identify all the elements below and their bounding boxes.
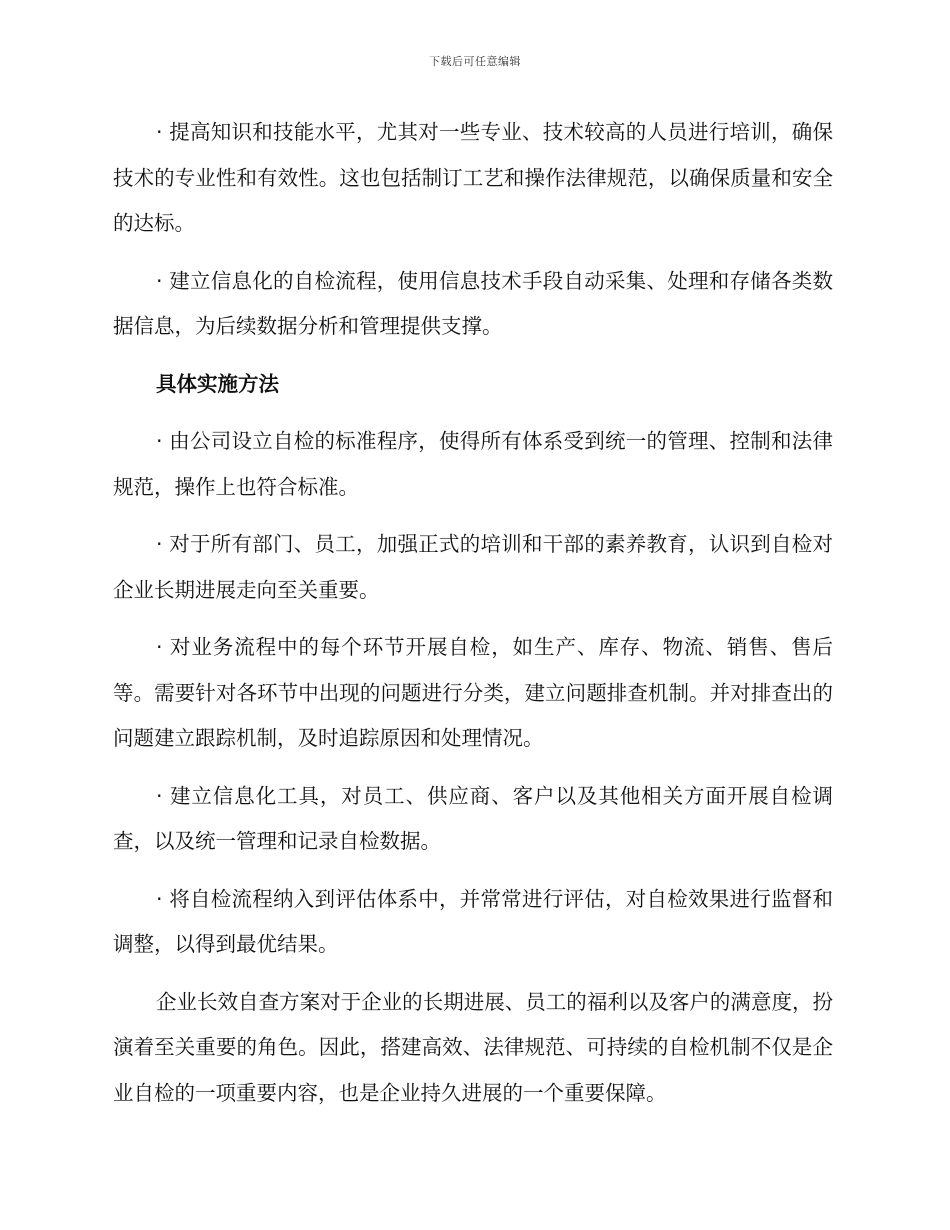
- paragraph-information-tools: · 建立信息化工具，对员工、供应商、客户以及其他相关方面开展自检调查，以及统一管理和记录自检数据。: [113, 783, 833, 853]
- paragraph-conclusion: 企业长效自查方案对于企业的长期进展、员工的福利以及客户的满意度，扮演着至关重要的角色。因此，搭建高效、法律规范、可持续的自检机制不仅是企业自检的一项重要内容，也是企业持久进展的一个重要保障。: [113, 989, 833, 1105]
- paragraph-training: · 提高知识和技能水平，尤其对一些专业、技术较高的人员进行培训，确保技术的专业性和有效性。这也包括制订工艺和操作法律规范，以确保质量和安全的达标。: [113, 120, 833, 235]
- paragraph-informatization: · 建立信息化的自检流程，使用信息技术手段自动采集、处理和存储各类数据信息，为后续数据分析和管理提供支撑。: [113, 268, 833, 338]
- document-body: [113, 110, 833, 1128]
- header-note: 下载后可任意编辑: [429, 55, 521, 68]
- section-heading: 具体实施方法: [156, 371, 279, 396]
- paragraph-staff-education: · 对于所有部门、员工，加强正式的培训和干部的素养教育，认识到自检对企业长期进展走向至关重要。: [113, 532, 833, 602]
- paragraph-process-checks: · 对业务流程中的每个环节开展自检，如生产、库存、物流、销售、售后等。需要针对各环节中出现的问题进行分类，建立问题排查机制。并对排查出的问题建立跟踪机制，及时追踪原因和处理情况。: [113, 635, 833, 750]
- paragraph-evaluation: · 将自检流程纳入到评估体系中，并常常进行评估，对自检效果进行监督和调整，以得到最优结果。: [113, 886, 833, 956]
- paragraph-standard-procedure: · 由公司设立自检的标准程序，使得所有体系受到统一的管理、控制和法律规范，操作上也符合标准。: [113, 429, 833, 499]
